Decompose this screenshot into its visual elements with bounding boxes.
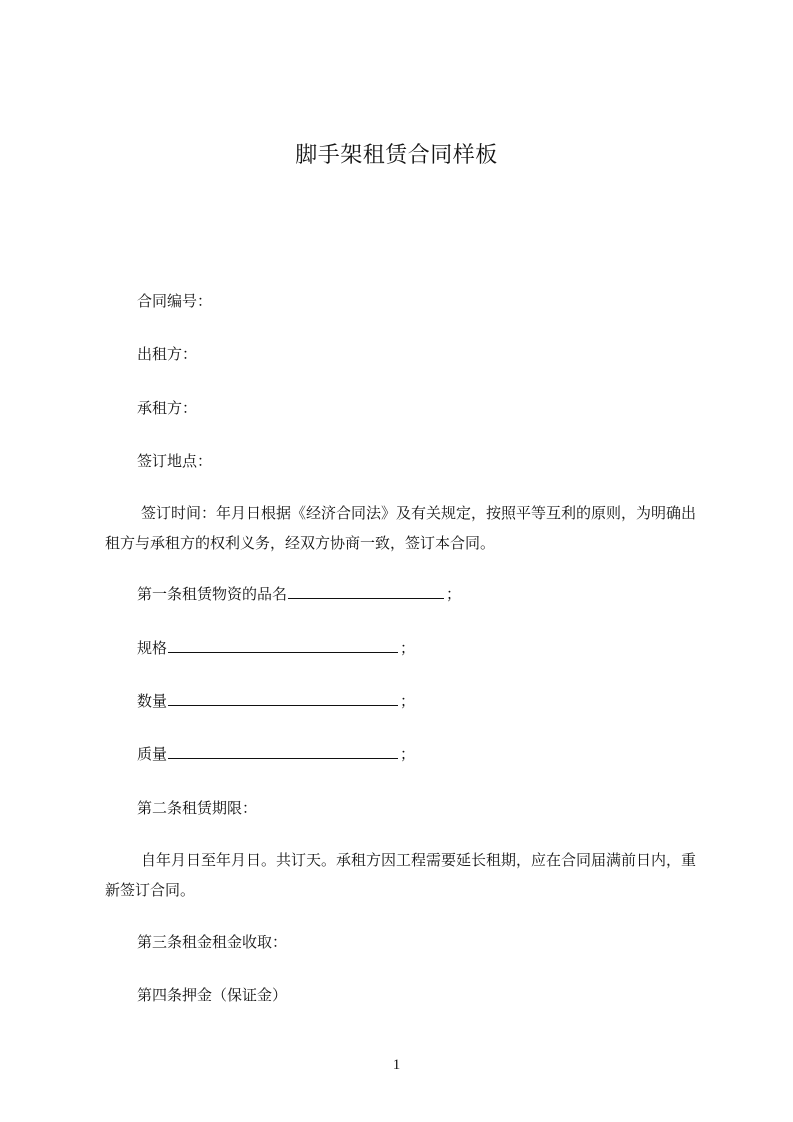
page-number: 1 xyxy=(392,1057,401,1073)
quality-end: ； xyxy=(400,745,416,763)
quantity-line xyxy=(137,689,415,713)
article-1-label: 第一条租赁物资的品名 xyxy=(137,585,288,603)
quantity-blank xyxy=(168,690,398,706)
article-2-label: 第二条租赁期限： xyxy=(137,799,258,817)
article-3-label: 第三条租金租金收取： xyxy=(137,933,288,951)
quantity-end: ； xyxy=(400,692,416,710)
spec-label: 规格 xyxy=(137,639,168,657)
spec-blank xyxy=(168,637,398,653)
spec-line xyxy=(137,636,415,660)
quantity-label: 数量 xyxy=(137,692,168,710)
quality-line xyxy=(137,742,415,766)
article-1-blank xyxy=(288,583,444,599)
article-2-paragraph: 自年月日至年月日。共订天。承租方因工程需要延长租期，应在合同届满前日内，重新签订合同。 xyxy=(105,851,697,899)
article-4-label: 第四条押金（保证金） xyxy=(137,986,288,1004)
lessor-label: 出租方： xyxy=(137,345,198,363)
article-1-end: ； xyxy=(446,585,462,603)
signing-time-paragraph: 签订时间：年月日根据《经济合同法》及有关规定，按照平等互利的原则，为明确出租方与承租方的权利义务，经双方协商一致，签订本合同。 xyxy=(105,504,697,552)
spec-end: ； xyxy=(400,639,416,657)
quality-blank xyxy=(168,743,398,759)
signing-place-label: 签订地点： xyxy=(137,452,213,470)
contract-number-label: 合同编号： xyxy=(137,292,213,310)
quality-label: 质量 xyxy=(137,745,168,763)
article-1-line xyxy=(137,582,461,606)
document-title: 脚手架租赁合同样板 xyxy=(295,143,498,168)
lessee-label: 承租方： xyxy=(137,399,198,417)
